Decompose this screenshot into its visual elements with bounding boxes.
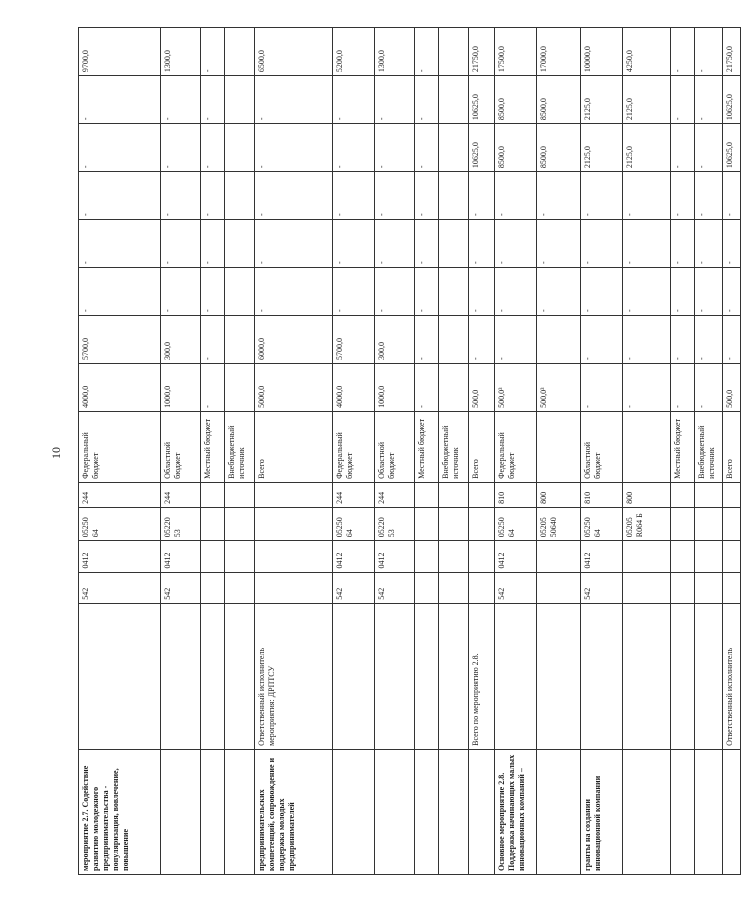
table-cell [537, 603, 581, 749]
table-cell: - [201, 76, 225, 124]
table-cell: 10000,0 [581, 28, 623, 76]
table-cell [255, 572, 333, 603]
table-cell: 21750,0 [723, 28, 741, 76]
table-cell: 810 [495, 482, 537, 507]
table-cell: - [415, 124, 439, 172]
table-cell [415, 572, 439, 603]
table-cell [723, 482, 741, 507]
table-cell: 9700,0 [79, 28, 161, 76]
table-cell: 5700,0 [79, 315, 161, 363]
table-cell [415, 603, 439, 749]
table-cell: - [255, 268, 333, 316]
table-cell [79, 603, 161, 749]
table-cell: - [161, 172, 201, 220]
table-cell: 800 [623, 482, 671, 507]
table-cell: 17000,0 [537, 28, 581, 76]
table-cell [255, 507, 333, 540]
table-row [201, 28, 225, 875]
table-cell [201, 572, 225, 603]
table-cell: 0412 [495, 541, 537, 572]
budget-table [78, 27, 741, 875]
table-cell: 2125,0 [581, 124, 623, 172]
table-cell: 500,0³ [537, 363, 581, 411]
table-cell: - [581, 315, 623, 363]
table-cell: Местный бюджет [415, 411, 439, 482]
table-cell [225, 541, 255, 572]
table-cell: - [201, 220, 225, 268]
table-cell [695, 482, 723, 507]
table-cell: - [581, 172, 623, 220]
table-cell: - [469, 220, 495, 268]
table-row [415, 28, 439, 875]
table-cell: 542 [581, 572, 623, 603]
table-cell: 2125,0 [623, 76, 671, 124]
table-cell: 542 [333, 572, 375, 603]
table-row [79, 28, 161, 875]
table-cell: предпринимательских компетенций, сопровождение и поддержка молодых предпринимателей [255, 749, 333, 874]
table-cell [439, 268, 469, 316]
table-row [495, 28, 537, 875]
table-cell: - [623, 172, 671, 220]
table-cell: - [671, 172, 695, 220]
table-cell: - [375, 172, 415, 220]
table-cell: 1300,0 [375, 28, 415, 76]
table-cell: - [623, 220, 671, 268]
table-row [623, 28, 671, 875]
table-cell: 10625,0 [723, 124, 741, 172]
table-cell [469, 749, 495, 874]
table-cell: - [695, 268, 723, 316]
table-cell: - [415, 220, 439, 268]
table-cell [225, 124, 255, 172]
table-cell: 8500,0 [537, 76, 581, 124]
table-cell: Федеральный бюджет [79, 411, 161, 482]
table-cell: Федеральный бюджет [333, 411, 375, 482]
table-cell: 500,0 [469, 363, 495, 411]
table-cell: 10625,0 [723, 76, 741, 124]
table-cell: 800 [537, 482, 581, 507]
table-cell: Местный бюджет [201, 411, 225, 482]
table-cell: - [671, 124, 695, 172]
table-cell: 0412 [581, 541, 623, 572]
table-cell: - [723, 172, 741, 220]
table-cell: 0412 [79, 541, 161, 572]
table-row [161, 28, 201, 875]
table-cell: - [671, 76, 695, 124]
table-cell: - [695, 28, 723, 76]
table-cell: - [201, 315, 225, 363]
table-cell [671, 541, 695, 572]
table-cell: - [79, 220, 161, 268]
table-cell: 5200,0 [333, 28, 375, 76]
table-cell: Ответственный исполнитель [723, 603, 741, 749]
rotated-table-container [78, 27, 734, 875]
table-cell: 4250,0 [623, 28, 671, 76]
table-cell [225, 507, 255, 540]
table-cell: - [375, 76, 415, 124]
table-cell [439, 76, 469, 124]
table-cell: 6000,0 [255, 315, 333, 363]
table-cell: Основное мероприятие 2.8. Поддержка начинающих малых инновационных компаний – [495, 749, 537, 874]
table-cell: 05250 64 [495, 507, 537, 540]
table-cell: 542 [495, 572, 537, 603]
table-cell: - [333, 76, 375, 124]
table-cell: 8500,0 [495, 76, 537, 124]
table-cell: - [201, 268, 225, 316]
table-cell: Областной бюджет [581, 411, 623, 482]
table-row [255, 28, 333, 875]
table-cell [225, 572, 255, 603]
table-cell: - [723, 315, 741, 363]
table-cell [671, 749, 695, 874]
table-row [439, 28, 469, 875]
table-cell [225, 172, 255, 220]
table-cell: 500,0 [723, 363, 741, 411]
table-cell: 810 [581, 482, 623, 507]
table-cell [495, 603, 537, 749]
table-row [333, 28, 375, 875]
table-cell [225, 749, 255, 874]
table-cell: 0412 [161, 541, 201, 572]
table-cell: - [255, 76, 333, 124]
table-cell [375, 603, 415, 749]
table-cell: - [201, 124, 225, 172]
table-cell [623, 603, 671, 749]
table-cell: Внебюджетный источник [695, 411, 723, 482]
table-cell [161, 749, 201, 874]
table-cell [623, 572, 671, 603]
table-cell [623, 749, 671, 874]
table-cell: - [415, 315, 439, 363]
table-cell [723, 507, 741, 540]
table-cell: - [333, 124, 375, 172]
table-cell: - [255, 172, 333, 220]
table-cell: 05205 R064 Б [623, 507, 671, 540]
table-cell: Областной бюджет [161, 411, 201, 482]
table-cell: 10625,0 [469, 124, 495, 172]
table-cell: Всего по мероприятию 2.8. [469, 603, 495, 749]
table-cell [723, 541, 741, 572]
table-cell [201, 603, 225, 749]
table-row [581, 28, 623, 875]
table-cell [723, 749, 741, 874]
table-cell: - [375, 220, 415, 268]
table-cell: 05220 53 [161, 507, 201, 540]
table-cell [439, 315, 469, 363]
table-cell: 05220 53 [375, 507, 415, 540]
table-cell: 4000,0 [333, 363, 375, 411]
table-cell: Внебюджетный источник [439, 411, 469, 482]
table-cell: 8500,0 [537, 124, 581, 172]
table-cell: 0412 [375, 541, 415, 572]
table-cell: - [415, 28, 439, 76]
table-cell: - [495, 172, 537, 220]
table-row [723, 28, 741, 875]
table-cell: - [671, 220, 695, 268]
table-cell: 5700,0 [333, 315, 375, 363]
table-cell: - [255, 124, 333, 172]
table-cell: 05205 50640 [537, 507, 581, 540]
table-cell: - [79, 76, 161, 124]
table-cell: - [537, 268, 581, 316]
table-cell [225, 28, 255, 76]
table-cell: - [695, 315, 723, 363]
table-cell: - [671, 315, 695, 363]
table-cell [695, 507, 723, 540]
table-cell: - [671, 268, 695, 316]
table-cell: - [333, 268, 375, 316]
table-cell [201, 507, 225, 540]
table-cell [469, 507, 495, 540]
table-cell: - [201, 363, 225, 411]
table-cell: - [415, 363, 439, 411]
table-cell: - [415, 76, 439, 124]
table-cell: - [581, 220, 623, 268]
table-cell [415, 541, 439, 572]
table-row [537, 28, 581, 875]
table-cell [439, 363, 469, 411]
table-cell [225, 363, 255, 411]
table-cell: - [671, 363, 695, 411]
table-cell: 542 [79, 572, 161, 603]
table-cell: 1000,0 [375, 363, 415, 411]
table-cell [333, 603, 375, 749]
table-cell: - [695, 363, 723, 411]
table-cell [161, 603, 201, 749]
table-cell: - [333, 172, 375, 220]
table-cell [415, 749, 439, 874]
table-cell [537, 572, 581, 603]
table-cell [439, 124, 469, 172]
table-cell: 2125,0 [623, 124, 671, 172]
table-cell: 300,0 [161, 315, 201, 363]
table-cell: Всего [469, 411, 495, 482]
table-cell [695, 749, 723, 874]
table-cell: - [161, 220, 201, 268]
table-cell: 05250 64 [79, 507, 161, 540]
table-cell: 05250 64 [581, 507, 623, 540]
table-cell: 300,0 [375, 315, 415, 363]
table-cell [695, 603, 723, 749]
table-cell [439, 220, 469, 268]
table-cell [537, 315, 581, 363]
table-cell: - [375, 124, 415, 172]
table-cell [671, 603, 695, 749]
table-cell [201, 541, 225, 572]
table-cell [439, 28, 469, 76]
table-cell: 8500,0 [495, 124, 537, 172]
table-cell: - [623, 268, 671, 316]
table-cell: мероприятие 2.7. Содействие развитию молодежного предпринимательства - популяризация, вовлечение, повышение [79, 749, 161, 874]
table-cell [225, 482, 255, 507]
table-cell: - [469, 315, 495, 363]
table-cell: Областной бюджет [375, 411, 415, 482]
table-cell [201, 482, 225, 507]
table-cell [439, 172, 469, 220]
table-cell: Всего [255, 411, 333, 482]
table-row [469, 28, 495, 875]
table-cell: 4000,0 [79, 363, 161, 411]
page-number: 10 [49, 447, 63, 459]
table-cell: 244 [375, 482, 415, 507]
table-cell: - [581, 363, 623, 411]
table-cell: 244 [333, 482, 375, 507]
table-cell: - [161, 76, 201, 124]
table-cell [255, 541, 333, 572]
table-cell [415, 482, 439, 507]
table-cell [225, 315, 255, 363]
table-cell: - [415, 172, 439, 220]
table-cell: 1300,0 [161, 28, 201, 76]
table-cell: 542 [161, 572, 201, 603]
table-row [225, 28, 255, 875]
table-cell [623, 411, 671, 482]
table-cell [537, 749, 581, 874]
table-cell: 21750,0 [469, 28, 495, 76]
table-cell: - [695, 124, 723, 172]
table-cell: - [623, 363, 671, 411]
table-cell [415, 507, 439, 540]
table-cell [469, 572, 495, 603]
table-cell: - [723, 268, 741, 316]
table-cell [537, 411, 581, 482]
table-cell: 17500,0 [495, 28, 537, 76]
table-cell [695, 541, 723, 572]
table-cell [225, 220, 255, 268]
table-cell: - [695, 220, 723, 268]
table-cell [537, 541, 581, 572]
table-cell [225, 603, 255, 749]
table-cell: Внебюджетный источник [225, 411, 255, 482]
table-cell: - [375, 268, 415, 316]
table-cell [723, 572, 741, 603]
table-cell [439, 603, 469, 749]
table-cell [375, 749, 415, 874]
table-cell: 500,0³ [495, 363, 537, 411]
table-cell [469, 541, 495, 572]
table-cell: - [201, 28, 225, 76]
table-cell: - [79, 172, 161, 220]
table-cell: 244 [161, 482, 201, 507]
table-cell [469, 482, 495, 507]
table-cell: 2125,0 [581, 76, 623, 124]
table-cell: 6500,0 [255, 28, 333, 76]
table-row [671, 28, 695, 875]
table-cell [439, 541, 469, 572]
table-cell: - [671, 28, 695, 76]
table-cell: 05250 64 [333, 507, 375, 540]
table-cell [581, 603, 623, 749]
table-row [375, 28, 415, 875]
table-cell: - [201, 172, 225, 220]
table-cell: - [161, 124, 201, 172]
table-cell: - [161, 268, 201, 316]
table-cell: - [581, 268, 623, 316]
table-cell: 5000,0 [255, 363, 333, 411]
table-cell: 10625,0 [469, 76, 495, 124]
table-cell [225, 76, 255, 124]
table-cell [671, 482, 695, 507]
table-cell: 542 [375, 572, 415, 603]
table-cell: - [537, 172, 581, 220]
table-cell: 244 [79, 482, 161, 507]
table-cell [695, 572, 723, 603]
table-cell [225, 268, 255, 316]
table-cell: 1000,0 [161, 363, 201, 411]
table-cell [439, 507, 469, 540]
table-cell [671, 572, 695, 603]
table-cell: - [415, 268, 439, 316]
table-cell: - [255, 220, 333, 268]
table-cell [333, 749, 375, 874]
table-cell [201, 749, 225, 874]
table-cell: - [495, 220, 537, 268]
table-cell: - [623, 315, 671, 363]
table-cell: - [695, 172, 723, 220]
table-cell: 0412 [333, 541, 375, 572]
table-cell: - [79, 124, 161, 172]
table-cell: - [469, 268, 495, 316]
table-cell [439, 572, 469, 603]
table-cell: - [695, 76, 723, 124]
table-cell [439, 482, 469, 507]
table-cell [671, 507, 695, 540]
table-row [695, 28, 723, 875]
table-cell: - [495, 268, 537, 316]
table-cell: Всего [723, 411, 741, 482]
table-cell: Местный бюджет [671, 411, 695, 482]
table-cell: - [723, 220, 741, 268]
table-cell: Ответственный исполнитель мероприятия: ДРПТСУ [255, 603, 333, 749]
table-cell [439, 749, 469, 874]
table-cell: - [469, 172, 495, 220]
table-cell [623, 541, 671, 572]
table-cell: Федеральный бюджет [495, 411, 537, 482]
table-cell: - [537, 220, 581, 268]
table-cell: - [495, 315, 537, 363]
table-cell [255, 482, 333, 507]
table-cell: гранты на создании инновационной компании [581, 749, 623, 874]
table-cell: - [333, 220, 375, 268]
table-cell: - [79, 268, 161, 316]
